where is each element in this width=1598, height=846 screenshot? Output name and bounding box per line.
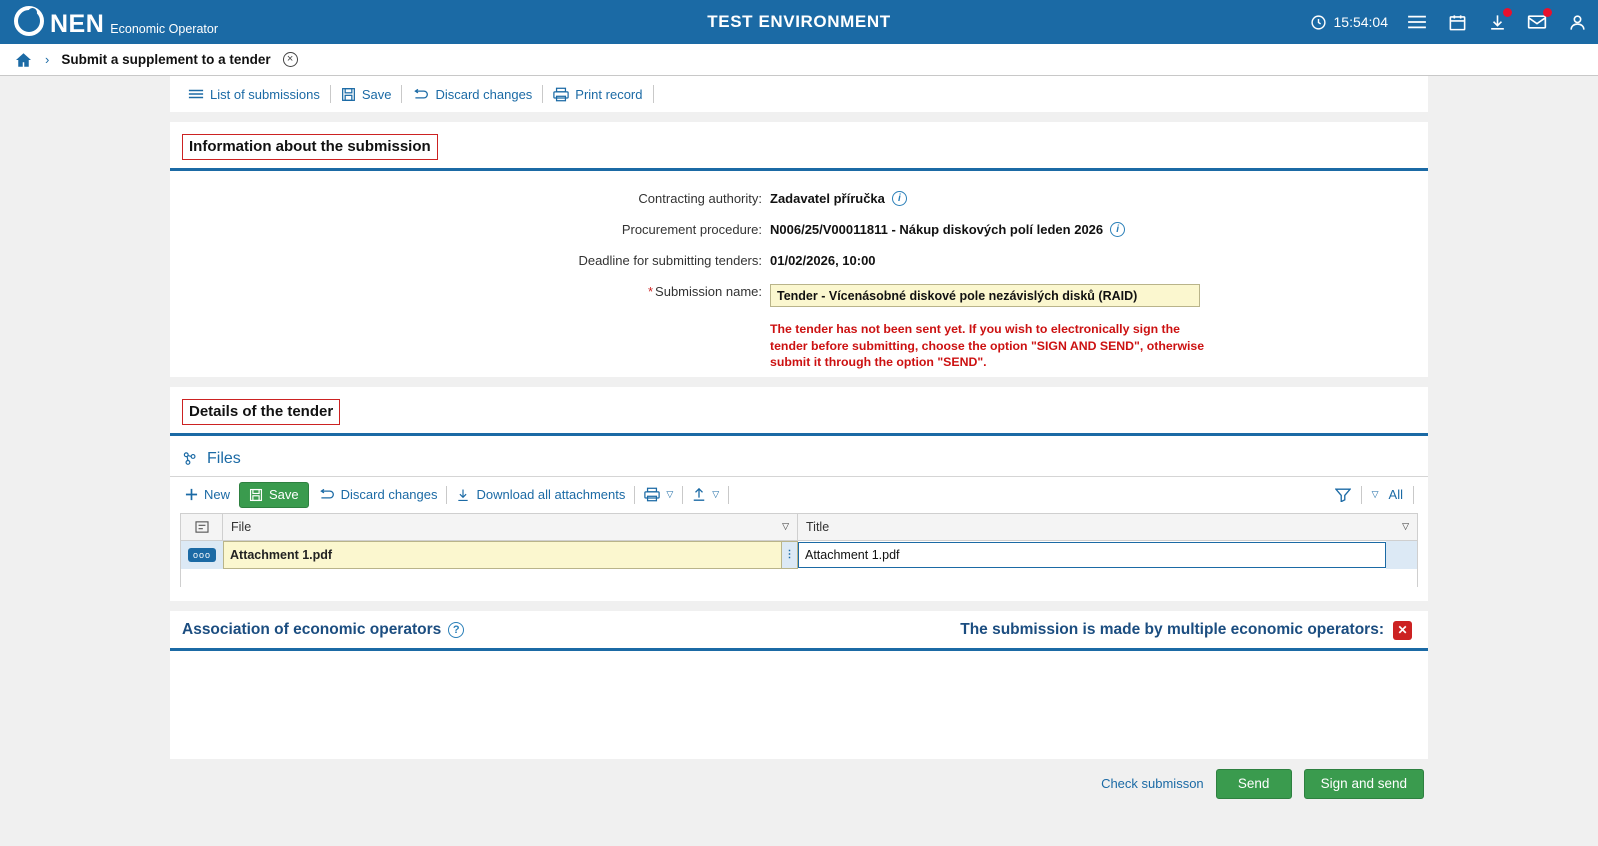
page-title: Submit a supplement to a tender xyxy=(61,52,271,67)
chevron-down-icon[interactable]: ▽ xyxy=(712,489,720,500)
clock-time: 15:54:04 xyxy=(1333,14,1388,30)
new-file-label: New xyxy=(204,487,231,503)
save-label: Save xyxy=(361,86,392,102)
download-all-label: Download all attachments xyxy=(476,487,626,503)
contracting-authority-label: Contracting authority: xyxy=(638,191,762,206)
grid-bottom-spacer xyxy=(181,569,1417,587)
download-badge xyxy=(1503,8,1512,17)
files-title: Files xyxy=(207,449,241,467)
save-icon xyxy=(341,87,356,102)
tender-details-panel xyxy=(170,387,1428,601)
chevron-down-icon[interactable]: ▽ xyxy=(782,521,789,532)
home-icon[interactable] xyxy=(14,51,33,69)
clock xyxy=(1310,14,1389,31)
environment-title: TEST ENVIRONMENT xyxy=(707,12,891,31)
cell-file[interactable] xyxy=(223,541,798,569)
record-toolbar-panel xyxy=(170,76,1428,112)
save-icon xyxy=(249,488,263,502)
files-toolbar-divider xyxy=(1413,486,1414,504)
column-selector-header[interactable] xyxy=(181,514,223,540)
info-icon[interactable]: i xyxy=(1110,222,1125,237)
print-record-label: Print record xyxy=(575,86,643,102)
mail-badge xyxy=(1543,8,1552,17)
files-toolbar xyxy=(170,477,1428,513)
files-save-button[interactable] xyxy=(239,482,309,508)
sign-and-send-button[interactable]: Sign and send xyxy=(1304,769,1424,799)
files-header xyxy=(170,436,1428,477)
calendar-icon[interactable] xyxy=(1446,11,1468,33)
discard-changes-label: Discard changes xyxy=(435,86,533,102)
files-grid xyxy=(180,513,1418,587)
download-icon[interactable] xyxy=(1486,11,1508,33)
submission-name-label xyxy=(170,282,770,299)
download-all-attachments-button[interactable] xyxy=(447,487,634,502)
submission-info-title: Information about the submission xyxy=(182,134,438,160)
list-of-submissions-button[interactable] xyxy=(178,87,330,102)
procurement-procedure-value: N006/25/V00011811 - Nákup diskových polí leden 2026 xyxy=(770,222,1104,237)
brand-logo xyxy=(0,6,218,38)
chevron-down-icon[interactable]: ▽ xyxy=(666,489,674,500)
print-record-button[interactable] xyxy=(543,87,652,102)
cell-title[interactable] xyxy=(798,541,1386,569)
submission-info-header xyxy=(170,122,1428,171)
download-icon xyxy=(456,488,470,502)
files-save-label: Save xyxy=(269,487,299,503)
table-row[interactable] xyxy=(181,541,1417,569)
procurement-procedure-value-wrap xyxy=(770,220,1125,237)
chevron-down-icon[interactable]: ▽ xyxy=(1402,521,1409,532)
files-icon xyxy=(182,451,199,467)
top-bar-actions xyxy=(1310,11,1589,33)
list-icon xyxy=(188,88,204,100)
required-marker: * xyxy=(647,284,654,299)
field-contracting-authority xyxy=(170,189,1428,206)
submission-name-input[interactable] xyxy=(770,284,1200,307)
printer-icon xyxy=(553,87,569,102)
contracting-authority-value-wrap xyxy=(770,189,907,206)
tender-details-header xyxy=(170,387,1428,436)
procurement-procedure-label: Procurement procedure: xyxy=(621,222,762,237)
files-discard-label: Discard changes xyxy=(340,487,438,503)
brand-name: NEN xyxy=(50,10,105,38)
association-header xyxy=(170,611,1428,651)
column-file-header[interactable] xyxy=(223,514,798,540)
cell-title-input[interactable] xyxy=(798,542,1386,568)
submission-info-panel xyxy=(170,122,1428,377)
files-print-button[interactable] xyxy=(635,487,682,502)
plus-icon xyxy=(185,488,198,501)
files-filter-area xyxy=(1335,486,1418,504)
association-title-wrap xyxy=(182,621,464,639)
files-grid-header xyxy=(181,514,1417,541)
row-menu-icon[interactable]: ooo xyxy=(188,548,216,562)
association-panel xyxy=(170,611,1428,759)
undo-icon xyxy=(318,488,335,501)
row-actions-cell xyxy=(181,541,223,569)
column-file-label: File xyxy=(231,519,252,534)
nen-logo-icon xyxy=(14,6,44,36)
mail-icon[interactable] xyxy=(1526,11,1548,33)
not-sent-warning: The tender has not been sent yet. If you wish to electronically sign the tender before submitting, choose the option "SIGN AND SEND", otherwise submit it through the option "SEND". xyxy=(770,322,1205,370)
deadline-value: 01/02/2026, 10:00 xyxy=(770,253,876,268)
close-icon[interactable]: × xyxy=(283,52,298,67)
info-icon[interactable]: i xyxy=(892,191,907,206)
multiple-operators-checkbox[interactable]: ✕ xyxy=(1393,621,1412,640)
save-button[interactable] xyxy=(331,87,402,102)
breadcrumb xyxy=(0,44,1598,76)
printer-icon xyxy=(644,487,660,502)
column-title-label: Title xyxy=(806,519,830,534)
multiple-operators-label: The submission is made by multiple economic operators: xyxy=(960,621,1384,639)
list-of-submissions-label: List of submissions xyxy=(210,86,320,102)
record-toolbar xyxy=(170,76,1428,112)
deadline-label: Deadline for submitting tenders: xyxy=(578,253,762,268)
discard-changes-button[interactable] xyxy=(402,87,542,102)
user-icon[interactable] xyxy=(1566,11,1588,33)
multiple-operators-wrap xyxy=(960,621,1412,640)
row-end-spacer xyxy=(1386,541,1417,569)
top-bar xyxy=(0,0,1598,44)
footer-actions xyxy=(170,769,1428,799)
column-title-header[interactable] xyxy=(798,514,1417,540)
contracting-authority-value: Zadavatel příručka xyxy=(770,191,885,206)
undo-icon xyxy=(412,88,429,101)
files-discard-button[interactable] xyxy=(309,487,447,502)
association-title: Association of economic operators xyxy=(182,621,442,639)
upload-icon xyxy=(692,487,706,502)
field-deadline xyxy=(170,251,1428,268)
field-procurement-procedure xyxy=(170,220,1428,237)
cell-file-options-icon[interactable]: ⋮ xyxy=(781,542,797,568)
submission-name-value-wrap xyxy=(770,282,1200,307)
send-button[interactable]: Send xyxy=(1216,769,1292,799)
field-submission-name xyxy=(170,282,1428,307)
files-export-button[interactable] xyxy=(683,487,728,502)
filter-icon[interactable] xyxy=(1335,487,1351,502)
new-file-button[interactable] xyxy=(176,487,239,502)
brand-subtitle: Economic Operator xyxy=(110,21,218,36)
check-submission-button[interactable]: Check submisson xyxy=(1101,776,1204,792)
submission-name-label-text: Submission name: xyxy=(655,284,762,299)
all-filter-label[interactable]: All xyxy=(1388,487,1403,503)
clock-icon xyxy=(1310,14,1327,31)
page-body xyxy=(0,76,1598,846)
help-icon[interactable]: ? xyxy=(448,622,464,638)
hamburger-menu-icon[interactable] xyxy=(1406,11,1428,33)
files-toolbar-divider xyxy=(1361,486,1362,504)
association-body xyxy=(170,651,1428,759)
toolbar-divider xyxy=(653,85,654,103)
chevron-down-icon[interactable]: ▽ xyxy=(1371,489,1379,500)
cell-file-value: Attachment 1.pdf xyxy=(230,547,333,562)
tender-details-title: Details of the tender xyxy=(182,399,340,425)
breadcrumb-separator: › xyxy=(45,52,50,67)
files-toolbar-divider xyxy=(728,486,729,504)
submission-info-form xyxy=(170,171,1428,377)
